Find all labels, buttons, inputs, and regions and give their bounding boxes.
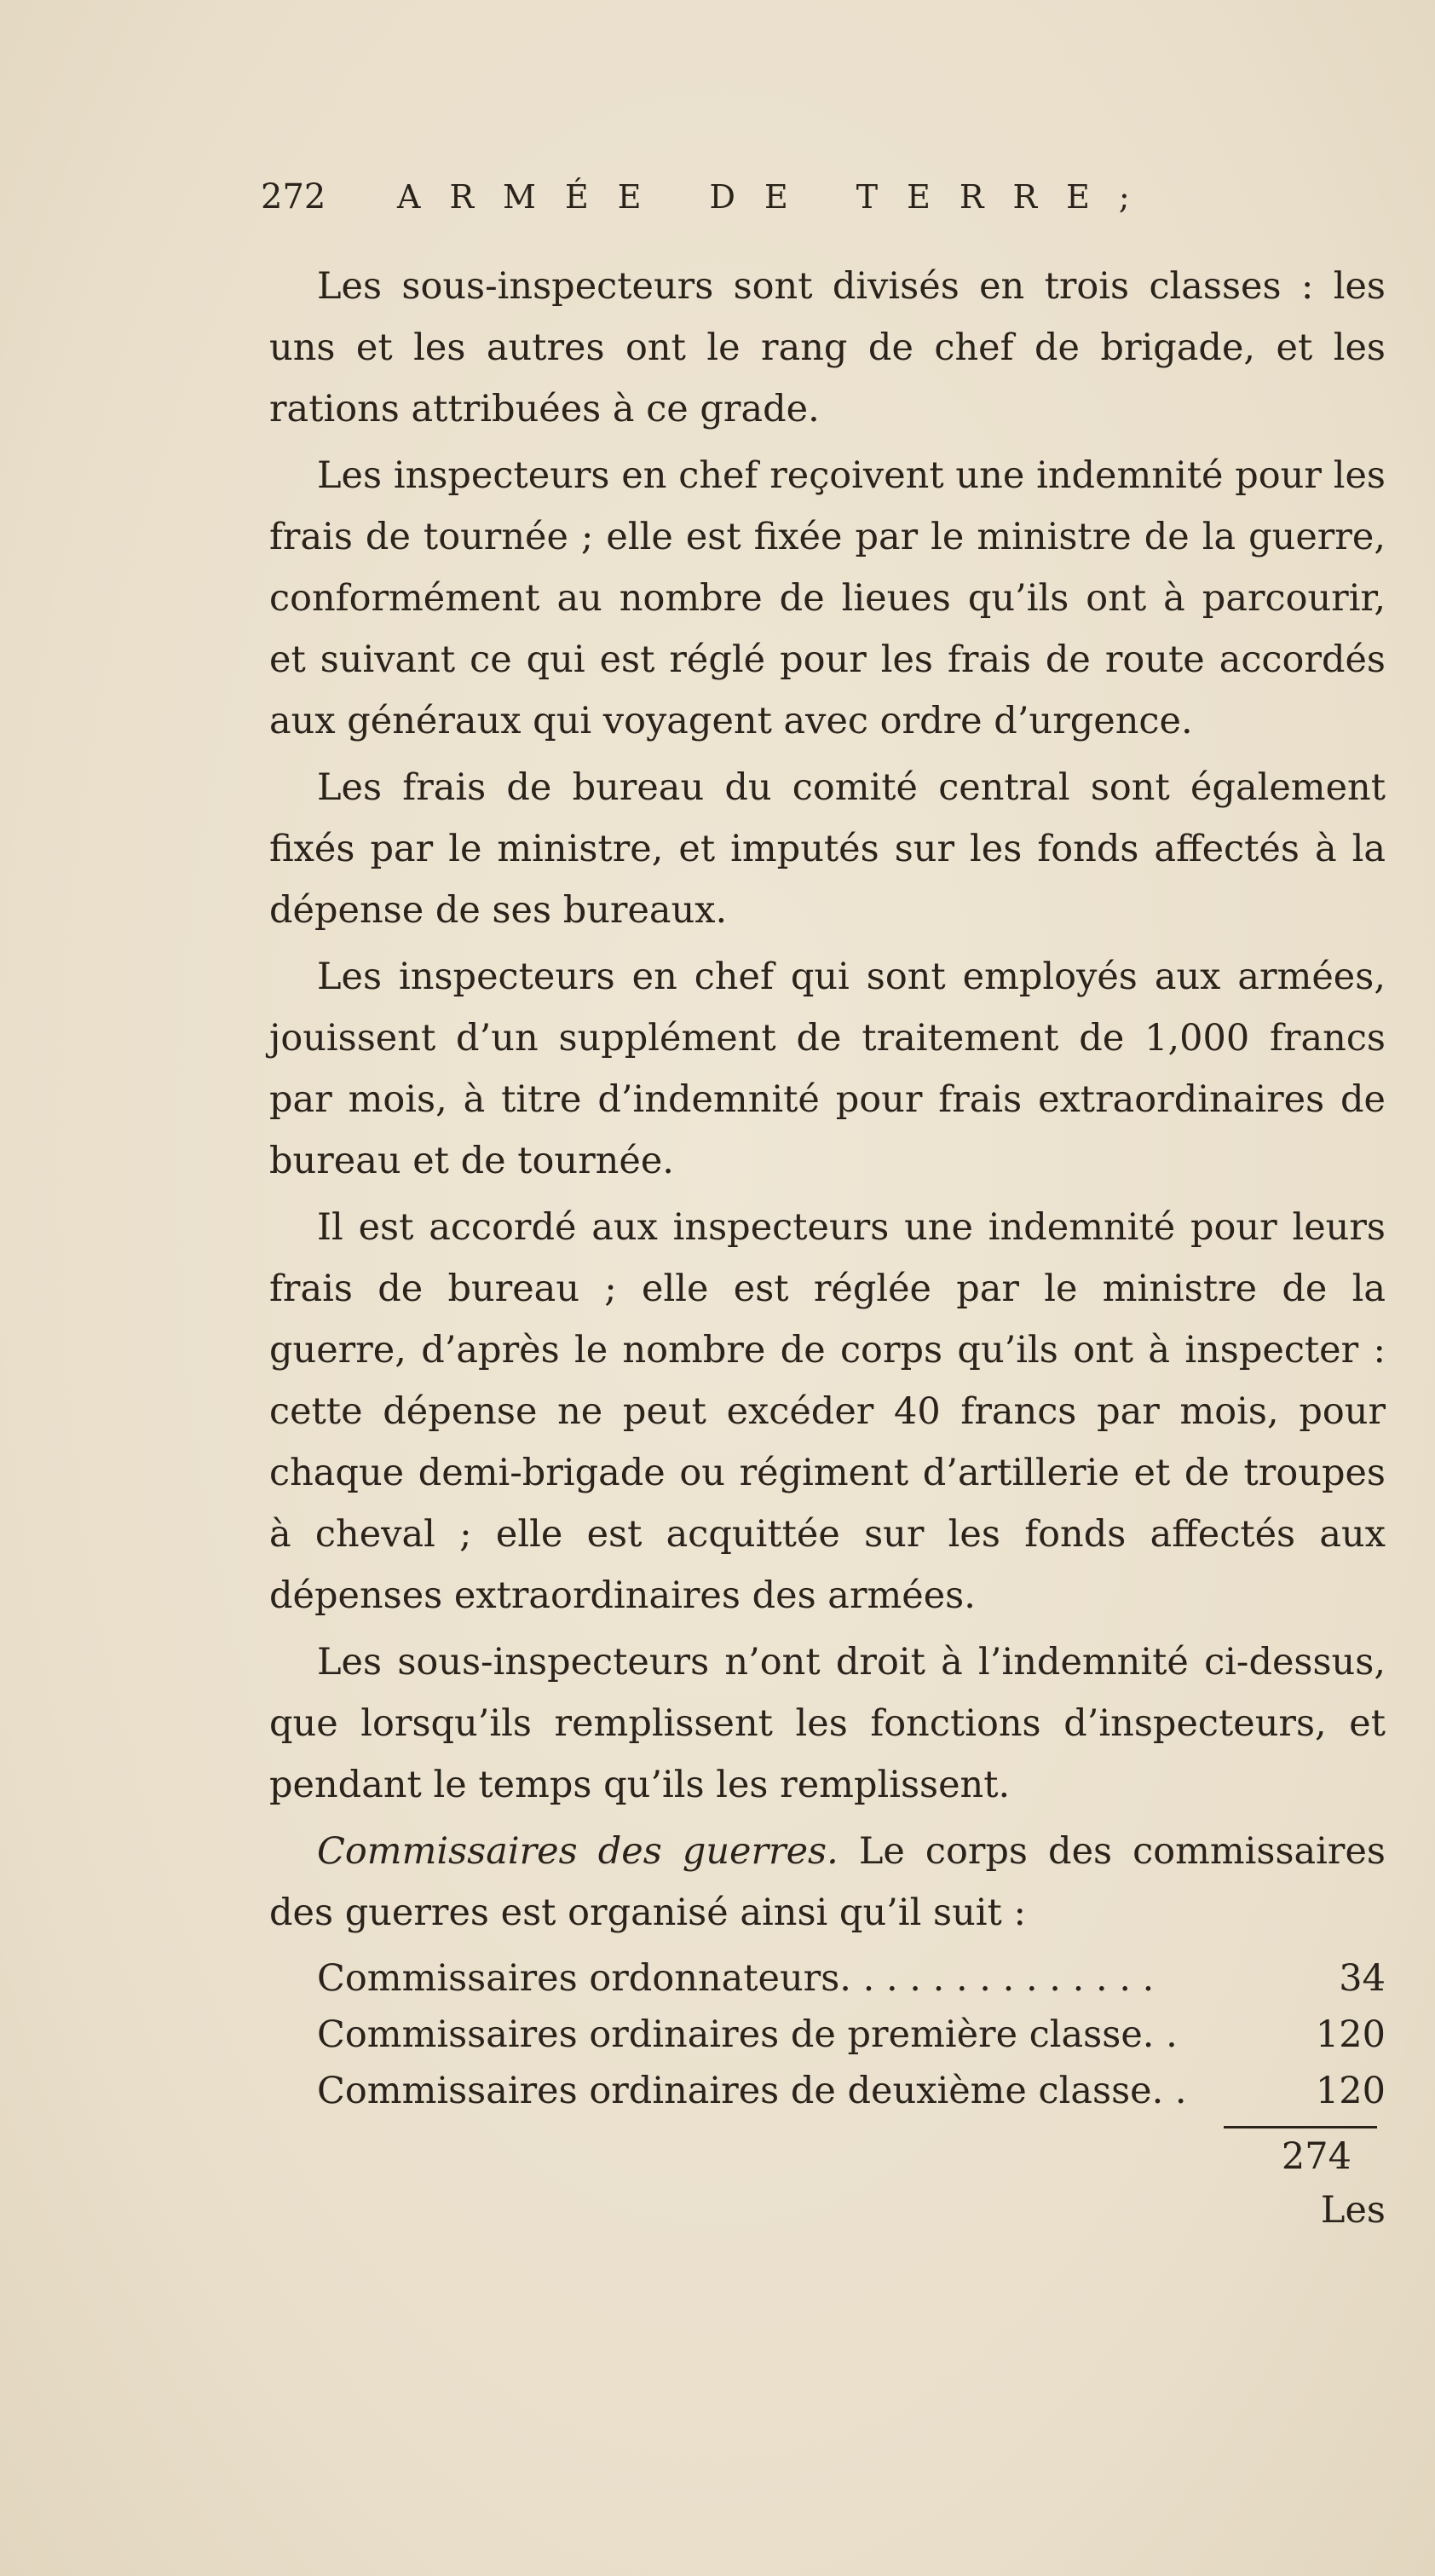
paragraph: Les inspecteurs en chef qui sont employés aux armées, jouissent d’un supplément de traitement de 1,000 francs par mois, à titre d’indemnité pour frais extraordinaires de bureau et de tournée. — [269, 956, 1386, 1182]
total-value: 274 — [1281, 2135, 1351, 2178]
paragraph: Les inspecteurs en chef reçoivent une indemnité pour les frais de tournée ; elle est fixée par le ministre de la guerre, conformément au nombre de lieues qu’ils ont à parcourir, et suivant ce qui est réglé pour les frais de route accordés aux généraux qui voyagent avec ordre d’urgence. — [269, 454, 1386, 742]
page-number: 272 — [261, 177, 326, 217]
list-item — [269, 2063, 1386, 2119]
list-item-label: Commissaires ordinaires de première classe. . — [317, 2013, 1178, 2056]
list-item-value: 120 — [1315, 2013, 1386, 2056]
commissaires-intro: Le corps des commissaires des guerres est organisé ainsi qu’il suit : — [269, 1830, 1386, 1934]
total-row — [269, 2128, 1386, 2185]
list-item-value: 120 — [1315, 2070, 1386, 2112]
commissaires-paragraph — [269, 1821, 1386, 1944]
commissaires-heading: Commissaires des guerres. — [317, 1830, 839, 1873]
list-item — [269, 1950, 1386, 2007]
paragraph: Les frais de bureau du comité central sont également fixés par le ministre, et imputés sur les fonds affectés à la dépense de ses bureaux. — [269, 766, 1386, 932]
list-item-label: Commissaires ordinaires de deuxième classe. . — [317, 2070, 1187, 2112]
body-text — [269, 256, 1386, 2236]
page-header — [261, 167, 1249, 227]
list-item-value: 34 — [1339, 1957, 1386, 2000]
paragraph: Les sous-inspecteurs sont divisés en trois classes : les uns et les autres ont le rang de chef de brigade, et les rations attribuées à ce grade. — [269, 265, 1386, 430]
paragraph: Il est accordé aux inspecteurs une indemnité pour leurs frais de bureau ; elle est réglée par le ministre de la guerre, d’après le nombre de corps qu’ils ont à inspecter : cette dépense ne peut excéder 40 francs par mois, pour chaque demi-brigade ou régiment d’artillerie et de troupes à cheval ; elle est acquittée sur les fonds affectés aux dépenses extraordinaires des armées. — [269, 1206, 1386, 1617]
commissaires-list — [269, 1950, 1386, 2236]
catchword-row — [269, 2185, 1386, 2236]
paragraph: Les sous-inspecteurs n’ont droit à l’indemnité ci-dessus, que lorsqu’ils remplissent les fonctions d’inspecteurs, et pendant le temps qu’ils les remplissent. — [269, 1641, 1386, 1806]
running-title: ARMÉE DE TERRE; — [397, 178, 1159, 216]
list-item-label: Commissaires ordonnateurs. . . . . . . . . . . . . . — [317, 1957, 1155, 2000]
catchword: Les — [1320, 2189, 1386, 2232]
list-item — [269, 2007, 1386, 2063]
